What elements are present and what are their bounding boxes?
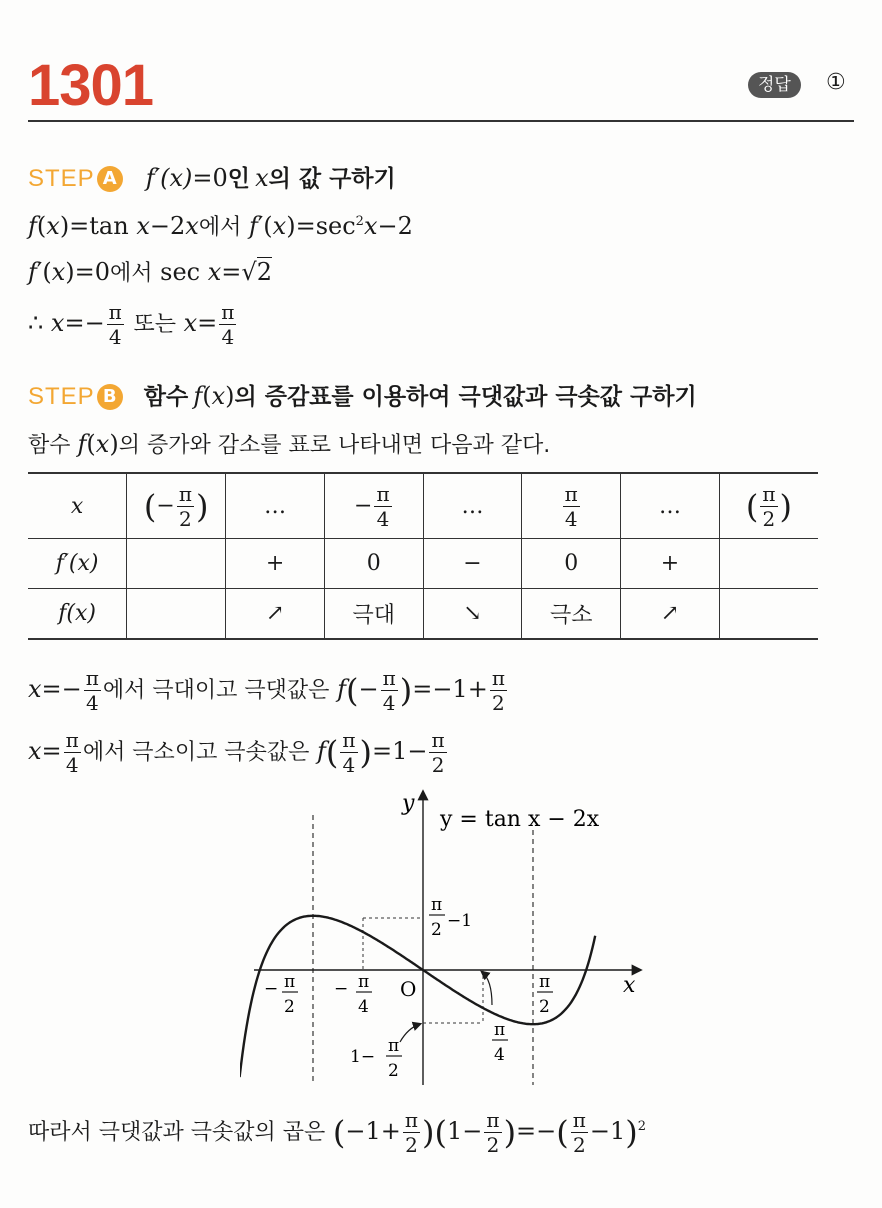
step-b-label: STEP bbox=[28, 383, 95, 410]
local-max-line: x=− $\frac{\pi}{4}$ 에서 극대이고 극댓값은 f(− $\frac{\pi}{4}$ )=−1+ $\frac{\pi}{2}$ bbox=[28, 666, 505, 715]
solution-line: ∴ x=− $\frac{\pi}{4}$ 또는 x= $\frac{\pi}{4}$ bbox=[28, 300, 235, 349]
fprime-cell bbox=[719, 539, 818, 589]
function-graph bbox=[240, 780, 660, 1090]
fprime-cell: − bbox=[423, 539, 522, 589]
cell-dots: … bbox=[226, 473, 325, 539]
f-cell-decrease-arrow: ↘ bbox=[423, 589, 522, 640]
curve-label: y = tan x − 2x bbox=[440, 807, 600, 832]
f-cell bbox=[127, 589, 226, 640]
svg-text:−: − bbox=[334, 979, 349, 999]
svg-text:π: π bbox=[431, 895, 443, 915]
fprime-cell: 0 bbox=[522, 539, 621, 589]
step-b-title-end: 의 증감표를 이용하여 극댓값과 극솟값 구하기 bbox=[234, 384, 697, 410]
step-a-equation: f′(x) bbox=[145, 164, 193, 192]
y-axis-label: y bbox=[402, 791, 415, 816]
fprime-cell: + bbox=[621, 539, 720, 589]
row-header-fprime: f′(x) bbox=[28, 539, 127, 589]
svg-text:2: 2 bbox=[284, 997, 295, 1017]
svg-text:−1: −1 bbox=[447, 911, 473, 931]
local-min-korean: 에서 극소이고 극솟값은 bbox=[82, 740, 310, 765]
step-a-label: STEP bbox=[28, 165, 95, 192]
step-a-badge: A bbox=[97, 166, 123, 192]
svg-text:−: − bbox=[264, 979, 279, 999]
local-min-line: x= $\frac{\pi}{4}$ 에서 극소이고 극솟값은 f( $\frac{\pi}{4}$ )=1− $\frac{\pi}{2}$ bbox=[28, 728, 445, 777]
svg-text:2: 2 bbox=[431, 920, 442, 940]
derivative-line: f(x)=tan x−2x에서 $f'(x)=\sec^2x-2$ bbox=[28, 212, 413, 240]
fprime-cell bbox=[127, 539, 226, 589]
fprime-cell: + bbox=[226, 539, 325, 589]
header-divider bbox=[28, 120, 854, 122]
sec-equation-line: f′(x)=0에서 sec x=√2 bbox=[28, 258, 272, 286]
svg-text:4: 4 bbox=[358, 997, 369, 1017]
step-a-heading: STEP A f′(x)=0인 x의 값 구하기 bbox=[28, 164, 396, 192]
table-row-f bbox=[28, 589, 818, 640]
step-a-title-suffix: 인 bbox=[227, 166, 250, 192]
answer-choice: ① bbox=[826, 70, 846, 95]
step-b-title-prefix: 함수 bbox=[143, 384, 189, 410]
row-header-x: x bbox=[28, 473, 127, 539]
pi-half-tick bbox=[537, 972, 553, 1017]
svg-text:π: π bbox=[388, 1036, 400, 1056]
svg-text:π: π bbox=[539, 972, 551, 992]
svg-text:π: π bbox=[284, 972, 296, 992]
min-value-pointer bbox=[400, 1024, 420, 1042]
svg-text:1−: 1− bbox=[350, 1047, 376, 1067]
table-row-x bbox=[28, 473, 818, 539]
cell-dots: … bbox=[423, 473, 522, 539]
min-value-label bbox=[350, 1036, 402, 1081]
f-cell bbox=[719, 589, 818, 640]
fprime-cell: 0 bbox=[324, 539, 423, 589]
svg-text:π: π bbox=[358, 972, 370, 992]
svg-text:π: π bbox=[494, 1020, 506, 1040]
cell-neg-pi-half: (− $\frac{\pi}{2}$ ) bbox=[127, 473, 226, 539]
cell-dots: … bbox=[621, 473, 720, 539]
f-cell-increase-arrow: ↗ bbox=[621, 589, 720, 640]
step-a-title-end: 의 값 구하기 bbox=[268, 166, 396, 192]
table-row-fprime bbox=[28, 539, 818, 589]
variation-table bbox=[28, 472, 818, 640]
step-b-intro: 함수 f(x)의 증가와 감소를 표로 나타내면 다음과 같다. bbox=[28, 430, 551, 458]
neg-pi-half-tick bbox=[264, 972, 298, 1017]
solution-or-korean: 또는 bbox=[133, 312, 176, 337]
f-cell-local-min: 극소 bbox=[522, 589, 621, 640]
svg-text:2: 2 bbox=[388, 1061, 399, 1081]
pi-quarter-tick bbox=[492, 1020, 508, 1065]
svg-text:2: 2 bbox=[539, 997, 550, 1017]
problem-number: 1301 bbox=[28, 53, 154, 118]
svg-text:4: 4 bbox=[494, 1045, 505, 1065]
origin-label: O bbox=[400, 977, 417, 1001]
row-header-f: f(x) bbox=[28, 589, 127, 640]
step-b-badge: B bbox=[97, 384, 123, 410]
max-value-label bbox=[429, 895, 472, 940]
intro-end: 의 증가와 감소를 표로 나타내면 다음과 같다. bbox=[118, 433, 551, 458]
f-cell-local-max: 극대 bbox=[324, 589, 423, 640]
local-max-korean: 에서 극대이고 극댓값은 bbox=[102, 678, 330, 703]
conclusion-line: 따라서 극댓값과 극솟값의 곱은 (−1+ $\frac{\pi}{2}$ )(1− $\frac{\pi}{2}$ )=−( $\frac{\pi}{2}$ −1)$^2$ bbox=[28, 1108, 647, 1157]
x-axis-label: x bbox=[623, 973, 636, 998]
derivative-line-korean: 에서 bbox=[198, 215, 242, 240]
cell-pi-quarter: $\frac{\pi}{4}$ bbox=[522, 473, 621, 539]
intro-prefix: 함수 bbox=[28, 433, 71, 458]
f-cell-increase-arrow: ↗ bbox=[226, 589, 325, 640]
step-b-heading: STEP B 함수 f(x)의 증감표를 이용하여 극댓값과 극솟값 구하기 bbox=[28, 382, 697, 410]
neg-pi-quarter-tick bbox=[334, 972, 372, 1017]
conclusion-korean: 따라서 극댓값과 극솟값의 곱은 bbox=[28, 1120, 326, 1145]
step-a-title-var: x bbox=[255, 164, 269, 192]
cell-pi-half: ( $\frac{\pi}{2}$ ) bbox=[719, 473, 818, 539]
sec-line-korean: 에서 bbox=[110, 261, 153, 286]
cell-neg-pi-quarter: − $\frac{\pi}{4}$ bbox=[324, 473, 423, 539]
answer-badge: 정답 bbox=[748, 72, 801, 98]
